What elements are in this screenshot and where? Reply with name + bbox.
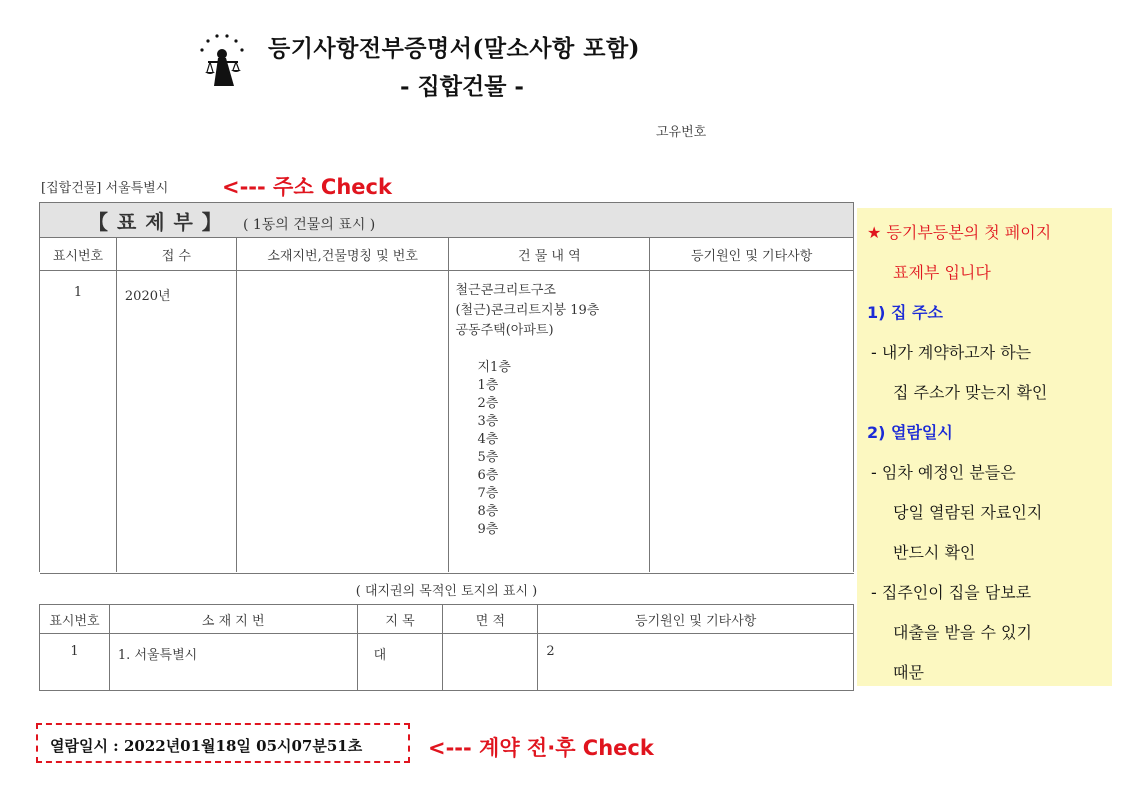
sidebar-item2-line: - 집주인이 집을 담보로 — [871, 583, 1032, 602]
column-header: 소재지번,건물명칭 및 번호 — [236, 238, 449, 271]
sidebar-star-line: ★ 등기부등본의 첫 페이지 — [867, 223, 1052, 242]
building-structure-line: 철근콘크리트구조 — [455, 283, 556, 298]
address-line: [집합건물] 서울특별시 — [41, 181, 169, 196]
building-details-cell — [449, 271, 650, 573]
court-seal-icon — [192, 28, 256, 90]
title-section-table — [39, 202, 854, 572]
floor-item: 8층 — [477, 504, 499, 519]
annotation-sidebar — [857, 208, 1112, 686]
land-section-table — [39, 573, 854, 691]
column-header: 면 적 — [443, 605, 538, 634]
contract-check-annotation: <--- 계약 전·후 Check — [428, 736, 654, 760]
column-header: 지 목 — [357, 605, 443, 634]
document-subtitle: - 집합건물 - — [400, 73, 524, 100]
column-header: 표시번호 — [40, 605, 110, 634]
address-check-annotation: <--- 주소 Check — [222, 175, 392, 199]
building-use-line: 공동주택(아파트) — [455, 323, 554, 338]
sidebar-item1-title: 1) 집 주소 — [867, 303, 943, 322]
floor-item: 1층 — [477, 378, 499, 393]
floor-item: 4층 — [477, 432, 499, 447]
floor-item: 5층 — [477, 450, 499, 465]
column-header: 표시번호 — [40, 238, 117, 271]
location-cell — [236, 271, 449, 573]
sidebar-item2-line: 대출을 받을 수 있기 — [893, 623, 1032, 642]
land-location-cell: 1. 서울특별시 — [109, 634, 357, 691]
title-section-heading-note: ( 1동의 건물의 표시 ) — [242, 216, 376, 233]
column-header: 소 재 지 번 — [109, 605, 357, 634]
sidebar-item2-title: 2) 열람일시 — [867, 423, 953, 442]
land-other-cell: 2 — [538, 634, 854, 691]
sidebar-item1-line: 집 주소가 맞는지 확인 — [893, 383, 1048, 402]
column-header: 건 물 내 역 — [449, 238, 650, 271]
floor-item: 3층 — [477, 414, 499, 429]
land-section-caption: ( 대지권의 목적인 토지의 표시 ) — [40, 574, 854, 605]
view-datetime: 열람일시 : 2022년01월18일 05시07분51초 — [50, 737, 363, 755]
document-title: 등기사항전부증명서(말소사항 포함) — [268, 35, 641, 62]
column-header: 접 수 — [116, 238, 236, 271]
floor-item: 7층 — [477, 486, 499, 501]
sidebar-item1-line: - 내가 계약하고자 하는 — [871, 343, 1032, 362]
floor-item: 6층 — [477, 468, 499, 483]
unique-number-label: 고유번호 — [656, 125, 707, 140]
sidebar-item2-line: 당일 열람된 자료인지 — [893, 503, 1043, 522]
display-number-cell: 1 — [40, 271, 117, 573]
receipt-cell: 2020년 — [116, 271, 236, 573]
column-header: 등기원인 및 기타사항 — [650, 238, 854, 271]
building-roof-line: (철근)콘크리트지붕 19층 — [455, 303, 600, 318]
sidebar-star-line-2: 표제부 입니다 — [893, 263, 991, 282]
floor-item: 2층 — [477, 396, 499, 411]
land-category-cell: 대 — [357, 634, 443, 691]
other-matters-cell — [650, 271, 854, 573]
sidebar-item2-line: 반드시 확인 — [893, 543, 976, 562]
floor-list — [455, 359, 649, 539]
sidebar-item2-line: - 임차 예정인 분들은 — [871, 463, 1016, 482]
sidebar-item2-line: 때문 — [893, 663, 924, 682]
title-section-heading: 【 표 제 부 】 — [88, 209, 223, 234]
column-header: 등기원인 및 기타사항 — [538, 605, 854, 634]
land-area-cell — [443, 634, 538, 691]
title-section-header — [40, 203, 854, 238]
land-number-cell: 1 — [40, 634, 110, 691]
floor-item: 지1층 — [477, 360, 511, 375]
floor-item: 9층 — [477, 522, 499, 537]
